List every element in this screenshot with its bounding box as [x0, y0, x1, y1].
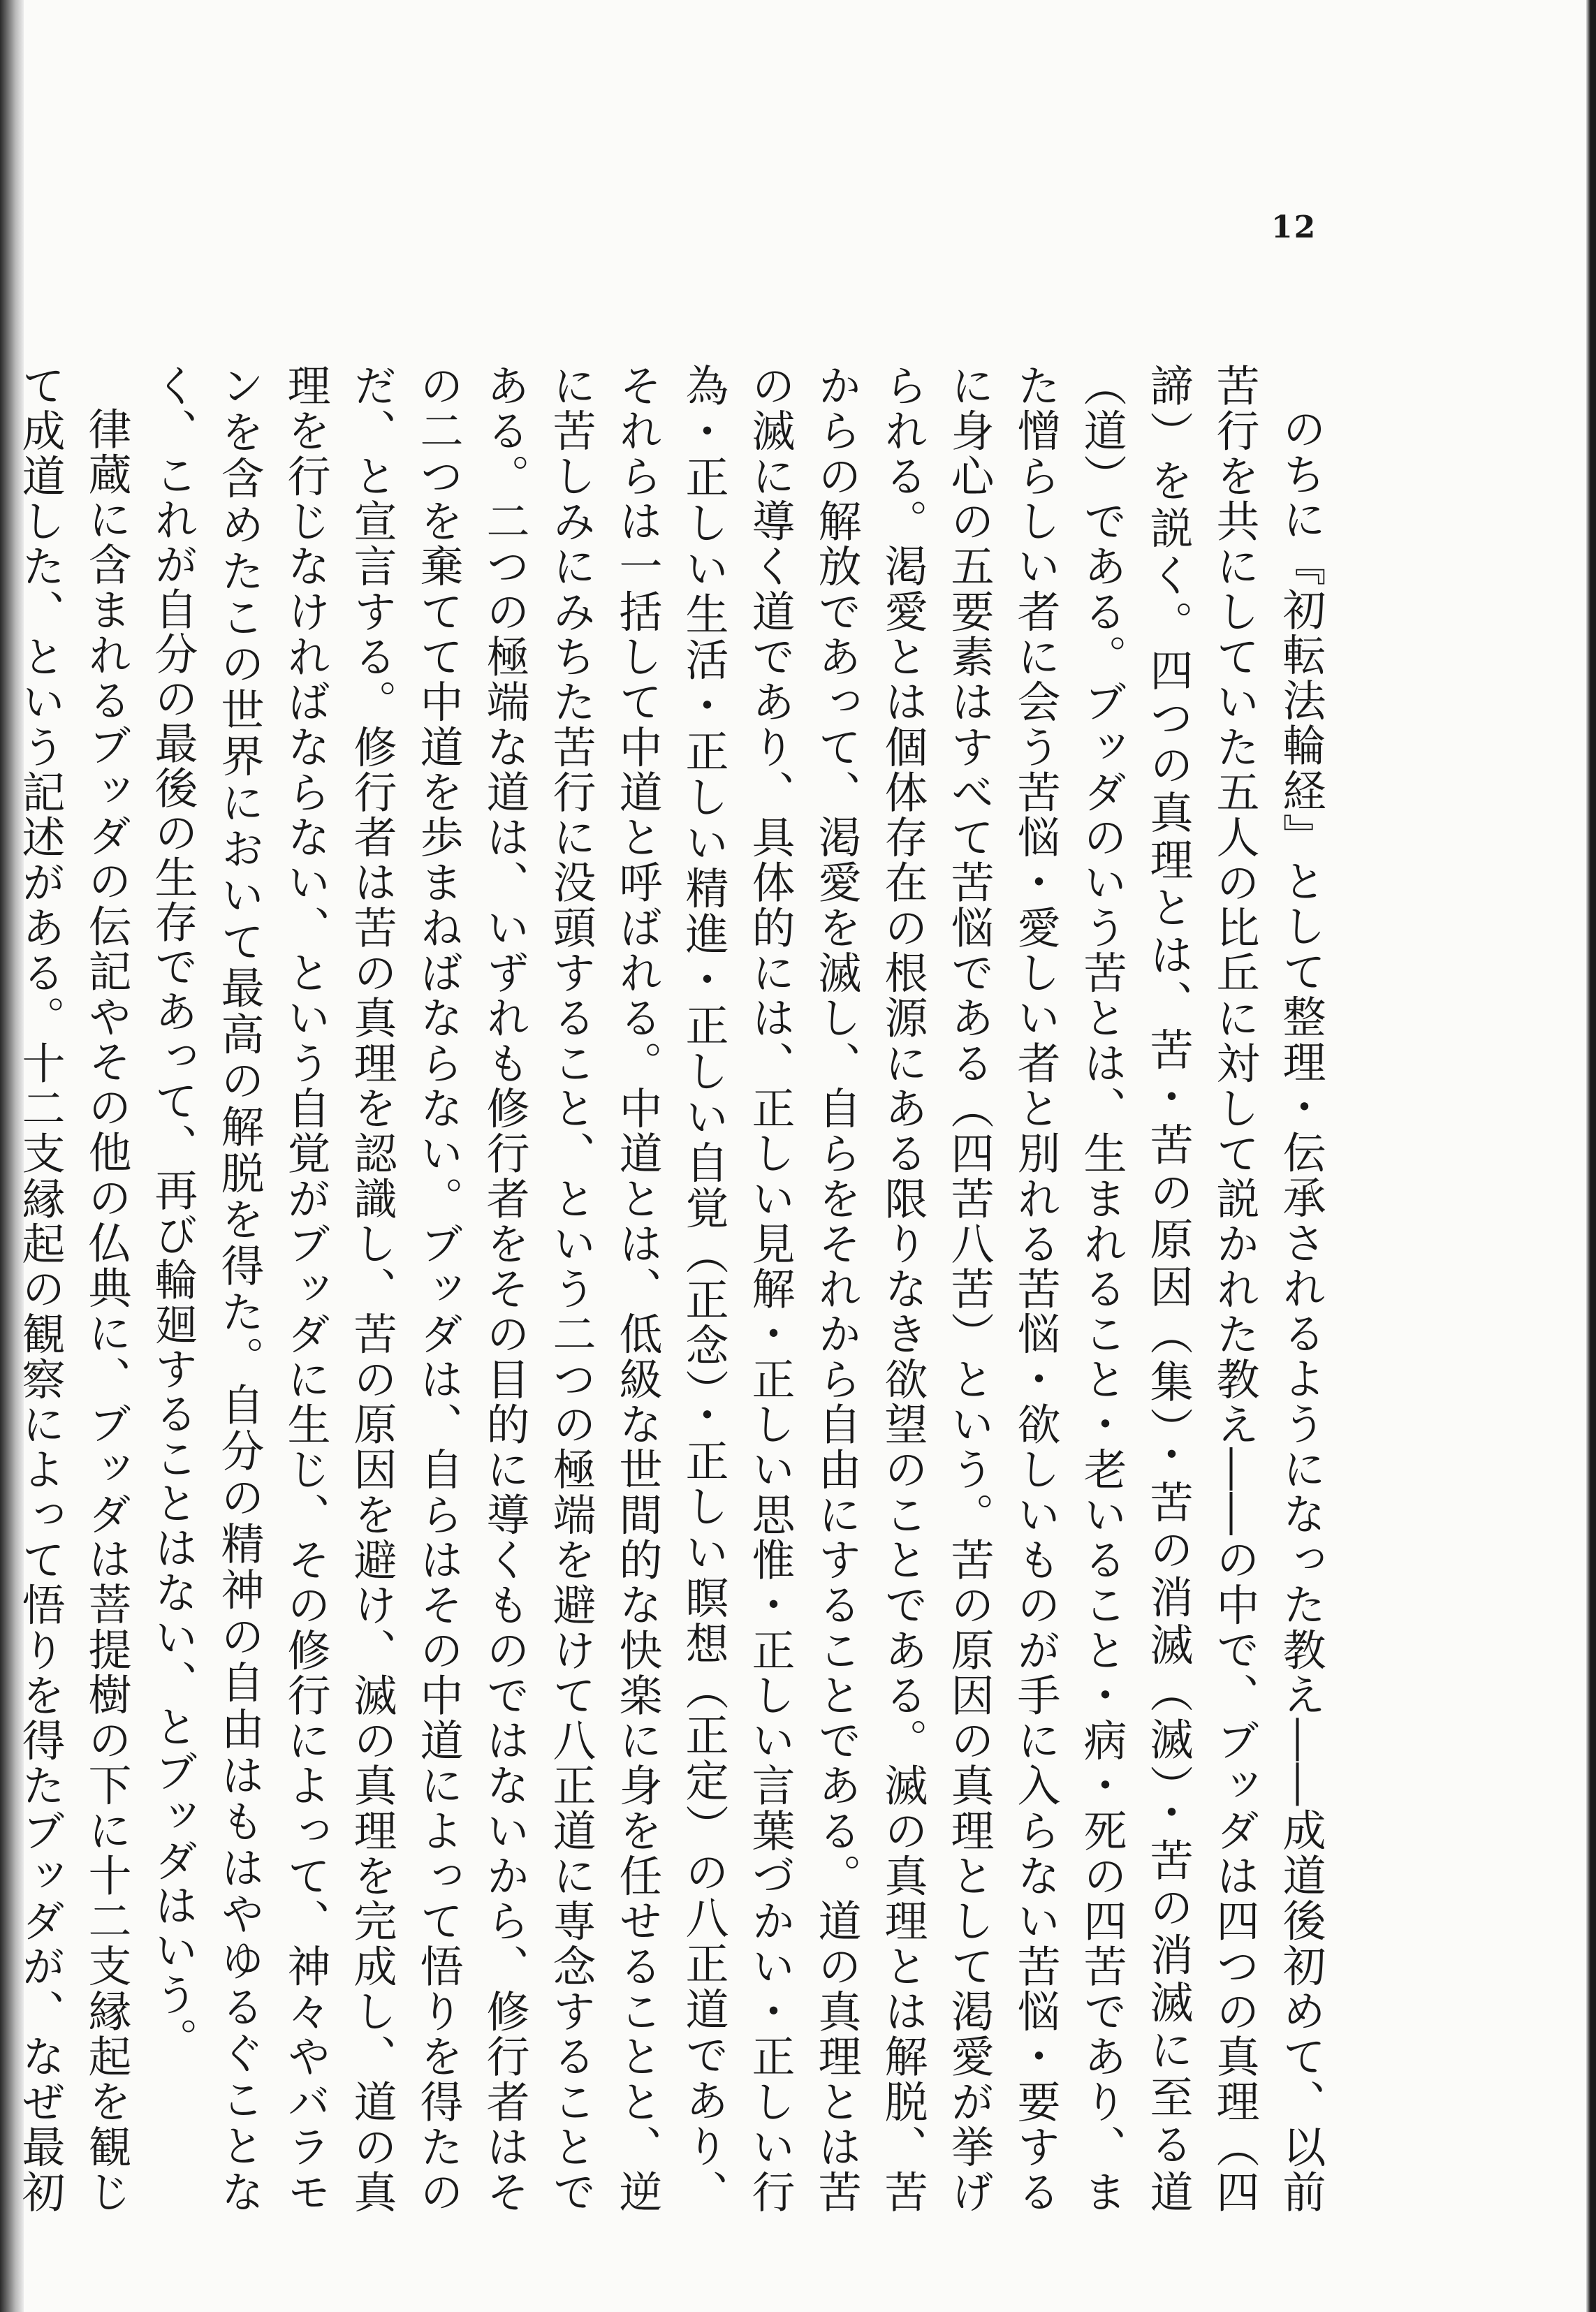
page-edge [1586, 0, 1596, 2312]
paragraph-first-turning-of-wheel: のちに『初転法輪経』として整理・伝承されるようになった教え――成道後初めて、以前苦行を共にしていた五人の比丘に対して説かれた教え――の中で、ブッダは四つの真理（四諦）を説く。四つの真理とは、苦・苦の原因（集）・苦の消滅（滅）・苦の消滅に至る道（道）である。ブッダのいう苦とは、生まれること・老いること・病・死の四苦であり、また憎らしい者に会う苦悩・愛しい者と別れる苦悩・欲しいものが手に入らない苦悩・要するに身心の五要素はすべて苦悩である（四苦八苦）という。苦の原因の真理として渇愛が挙げられる。渇愛とは個体存在の根源にある限りなき欲望のことである。滅の真理とは解脱、苦からの解放であって、渇愛を滅し、自らをそれから自由にすることである。道の真理とは苦の滅に導く道であり、具体的には、正しい見解・正しい思惟・正しい言葉づかい・正しい行為・正しい生活・正しい精進・正しい自覚（正念）・正しい瞑想（正定）の八正道であり、それらは一括して中道と呼ばれる。中道とは、低級な世間的な快楽に身を任せることと、逆に苦しみにみちた苦行に没頭すること、という二つの極端を避けて八正道に専念することである。二つの極端な道は、いずれも修行者をその目的に導くものではないから、修行者はその二つを棄てて中道を歩まねばならない。ブッダは、自らはその中道によって悟りを得たのだ、と宣言する。修行者は苦の真理を認識し、苦の原因を避け、滅の真理を完成し、道の真理を行じなければならない、という自覚がブッダに生じ、その修行によって、神々やバラモンを含めたこの世界において最高の解脱を得た。自分の精神の自由はもはやゆるぐことなく、これが自分の最後の生存であって、再び輪廻することはない、とブッダはいう。 [147, 363, 1326, 2215]
paragraph-vinaya-biography: 律蔵に含まれるブッダの伝記やその他の仏典に、ブッダは菩提樹の下に十二支縁起を観じて成道した、という記述がある。十二支縁起の観察によって悟りを得たブッダが、なぜ最初 [15, 363, 132, 2215]
vertical-text-body [15, 363, 1334, 2215]
page-number: 12 [1271, 210, 1317, 245]
